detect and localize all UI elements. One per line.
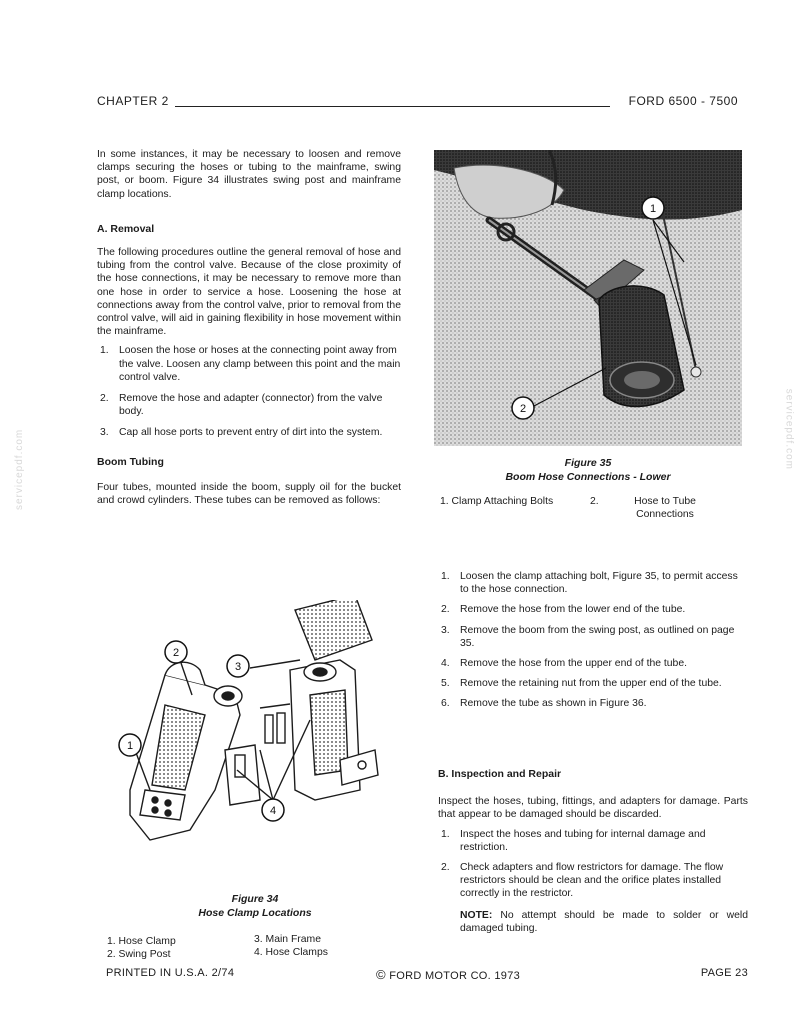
list-item — [438, 603, 748, 616]
inspection-heading: B. Inspection and Repair — [438, 768, 562, 780]
figure-34-subtitle: Hose Clamp Locations — [198, 907, 312, 919]
header-rule — [175, 106, 610, 107]
step-text: Remove the hose and adapter (connector) from the valve body. — [119, 393, 383, 418]
removal-steps — [97, 344, 401, 439]
step-text: Cap all hose ports to prevent entry of dirt into the system. — [119, 427, 383, 439]
step-number: 5. — [441, 678, 450, 690]
step-text: Inspect the hoses and tubing for internal damage and restriction. — [460, 828, 706, 853]
figure-34-callout-3: 3 — [234, 661, 242, 673]
step-number: 2. — [100, 393, 109, 405]
legend-number: 2. — [590, 496, 599, 507]
inspection-steps — [438, 828, 748, 901]
step-text: Loosen the hose or hoses at the connecting point away from the valve. Loosen any clamp between this point and the main control valve. — [119, 345, 401, 383]
boom-tubing-steps — [438, 570, 748, 711]
figure-34-callout-4: 4 — [269, 805, 277, 817]
inspection-paragraph: Inspect the hoses, tubing, fittings, and adapters for damage. Parts that appear to be damaged should be discarded. — [438, 796, 748, 821]
figure-35-title: Figure 35 — [564, 457, 612, 469]
inspection-section — [438, 768, 748, 935]
step-number: 6. — [441, 698, 450, 710]
boom-tubing-paragraph: Four tubes, mounted inside the boom, supply oil for the bucket and crowd cylinders. These tubes can be removed as follows: — [97, 481, 401, 507]
step-number: 1. — [441, 828, 450, 840]
list-item — [438, 861, 748, 901]
step-text: Check adapters and flow restrictors for damage. The flow restrictors should be clean and the orifice plates installed correctly in the restrictor. — [460, 862, 724, 900]
step-text: Remove the tube as shown in Figure 36. — [460, 698, 647, 710]
step-text: Loosen the clamp attaching bolt, Figure 35, to permit access to the hose connection. — [460, 571, 738, 596]
step-text: Remove the hose from the lower end of the tube. — [460, 604, 686, 616]
step-number: 1. — [441, 571, 450, 582]
intro-paragraph: In some instances, it may be necessary to loosen and remove clamps securing the hoses or tubing to the mainframe, swing post, or boom. Figure 34 illustrates swing post and mainframe clamp locations. — [97, 149, 401, 200]
step-number: 1. — [100, 345, 109, 357]
copyright-icon: © — [376, 967, 386, 982]
boom-tubing-heading: Boom Tubing — [97, 455, 164, 468]
note-label: NOTE: — [460, 909, 493, 921]
figure-34-callout-1: 1 — [126, 740, 134, 752]
list-item — [97, 426, 401, 439]
note-paragraph — [438, 909, 748, 935]
list-item — [438, 677, 748, 690]
chapter-label: CHAPTER 2 — [97, 94, 169, 108]
removal-paragraph: The following procedures outline the general removal of hose and tubing from the control valve. Because of the close proximity of the hose connections, it may be necessary to remove more than one hose in order to service a hose. Loosening the hose at connections away from the control valve, prior to removal from the control valve, will aid in gaining flexibility in hose movement within the mainframe. — [97, 247, 401, 338]
legend-item: 4. Hose Clamps — [254, 947, 328, 958]
list-item — [438, 828, 748, 854]
model-label: FORD 6500 - 7500 — [628, 94, 738, 108]
step-text: Remove the boom from the swing post, as outlined on page 35. — [460, 624, 735, 649]
figure-35-caption — [434, 456, 742, 484]
list-item — [438, 624, 748, 650]
watermark-left: servicepdf.com — [14, 428, 25, 510]
figure-34-diagram — [110, 600, 380, 860]
list-item — [97, 392, 401, 418]
list-item — [438, 697, 748, 710]
figure-34-caption — [150, 892, 360, 920]
step-text: Remove the hose from the upper end of the tube. — [460, 658, 688, 670]
removal-heading: A. Removal — [97, 222, 155, 235]
figure-34-title: Figure 34 — [231, 893, 279, 905]
page-header — [97, 94, 738, 110]
copyright-text: FORD MOTOR CO. 1973 — [389, 970, 521, 982]
legend-item: 1. Clamp Attaching Bolts — [440, 496, 554, 507]
step-number: 2. — [441, 604, 450, 616]
legend-item: 1. Hose Clamp — [107, 936, 176, 947]
step-number: 3. — [100, 427, 109, 439]
legend-item: Hose to Tube Connections — [634, 496, 696, 521]
page-number: PAGE 23 — [700, 967, 748, 979]
figure-35-subtitle: Boom Hose Connections - Lower — [505, 471, 671, 483]
left-column — [97, 148, 401, 507]
printed-label: PRINTED IN U.S.A. 2/74 — [106, 967, 235, 979]
note-text: No attempt should be made to solder or weld damaged tubing. — [460, 909, 748, 934]
figure-35-callout-2: 2 — [519, 403, 527, 415]
list-item — [438, 657, 748, 670]
watermark-right: servicepdf.com — [783, 388, 794, 470]
list-item — [97, 344, 401, 384]
legend-item: 2. Swing Post — [107, 949, 171, 960]
figure-35-photo — [434, 150, 742, 446]
figure-35-callout-1: 1 — [649, 203, 657, 215]
copyright-line — [376, 967, 520, 982]
legend-item: 3. Main Frame — [254, 934, 321, 945]
step-number: 3. — [441, 624, 450, 636]
right-column — [438, 570, 748, 711]
list-item — [438, 570, 748, 596]
step-number: 2. — [441, 862, 450, 874]
step-text: Remove the retaining nut from the upper end of the tube. — [460, 678, 722, 690]
step-number: 4. — [441, 658, 450, 670]
figure-34-callout-2: 2 — [172, 647, 180, 659]
